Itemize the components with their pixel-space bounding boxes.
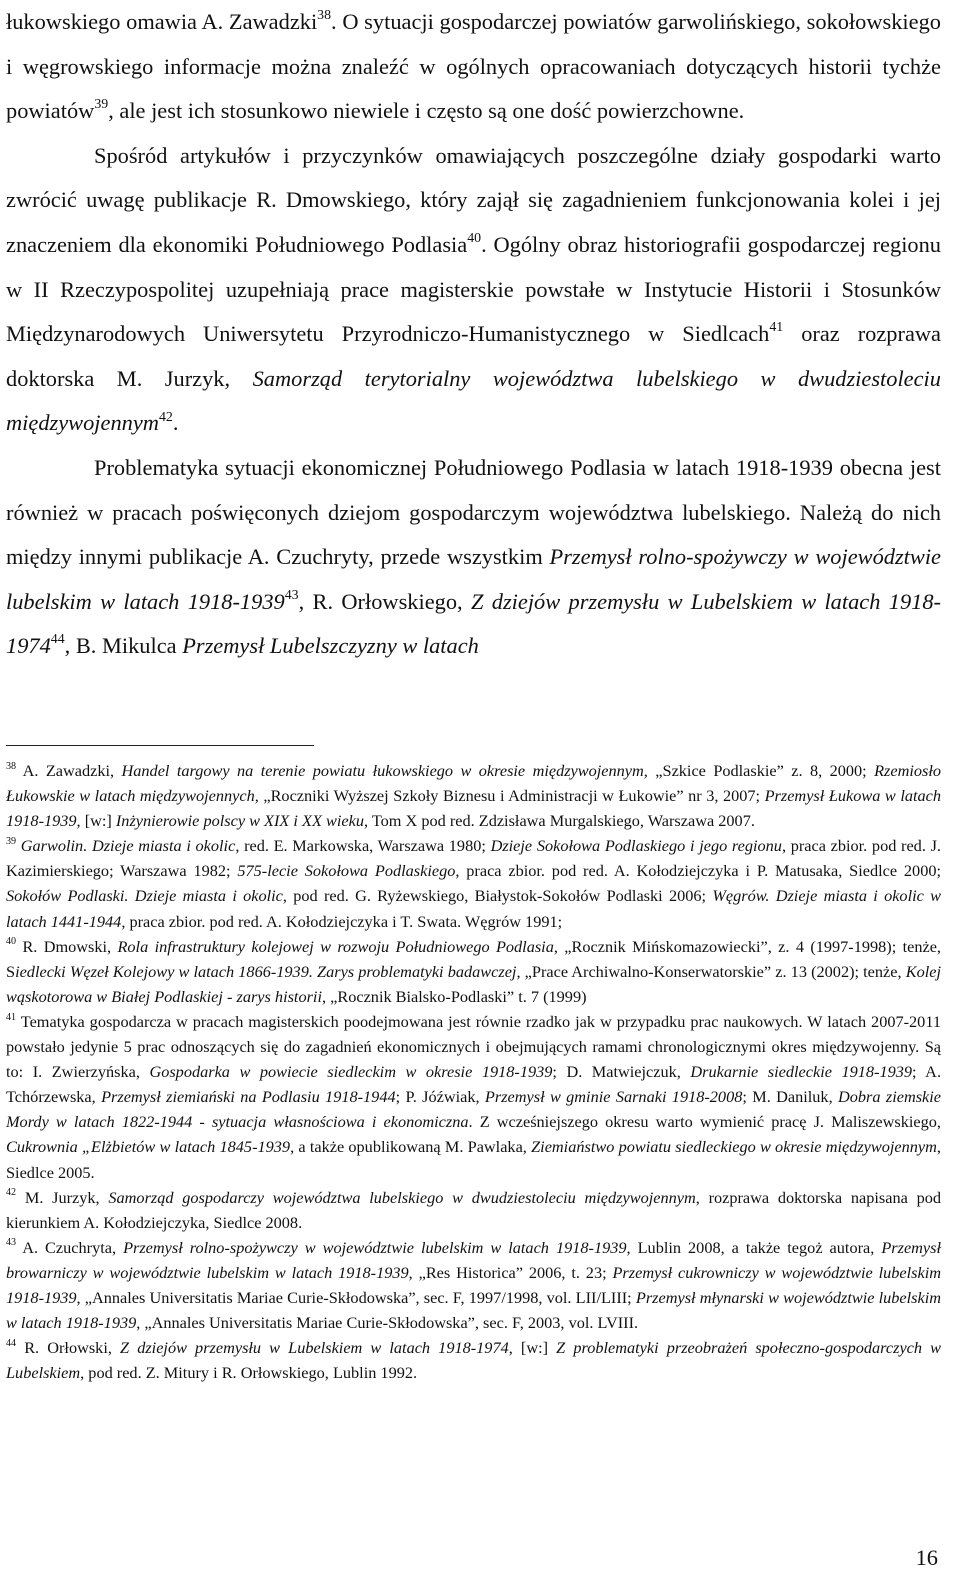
- text-run: , praca zbior. pod red. A. Kołodziejczyka i P. Matusaka, Siedlce 2000;: [455, 861, 941, 881]
- italic-title: Ziemiaństwo powiatu siedleckiego w okresie międzywojennym: [531, 1137, 937, 1157]
- italic-title: Przemysł rolno-spożywczy w województwie lubelskim w latach 1918-1939: [123, 1237, 627, 1257]
- italic-title: Samorząd gospodarczy województwa lubelskiego w dwudziestoleciu międzywojennym: [108, 1187, 696, 1207]
- footnote-42: [6, 1185, 941, 1235]
- footnote-ref-42[interactable]: 42: [158, 409, 173, 425]
- italic-title: Z dziejów przemysłu w Lubelskiem w latach 1918-1974: [6, 588, 941, 659]
- paragraph-2: [6, 134, 941, 446]
- italic-title: Z dziejów przemysłu w Lubelskiem w latach 1918-1974: [120, 1338, 509, 1358]
- text-run: , „Rocznik Bialsko-Podlaski” t. 7 (1999): [321, 986, 587, 1006]
- italic-title: Samorząd terytorialny województwa lubelskiego w dwudziestoleciu międzywojennym: [6, 365, 941, 436]
- footnote-ref-43[interactable]: 43: [284, 587, 299, 603]
- text-run: .: [172, 410, 179, 436]
- italic-title: Gospodarka w powiecie siedleckim w okresie 1918-1939: [149, 1062, 553, 1082]
- italic-title: Przemysł w gminie Sarnaki 1918-2008: [484, 1087, 743, 1107]
- italic-title: Cukrownia „Elżbietów w latach 1845-1939: [6, 1137, 291, 1157]
- text-run: , praca zbior. pod red. J. Kazimierskiego; Warszawa 1982;: [6, 836, 941, 881]
- italic-title: Garwolin. Dzieje miasta i okolic: [16, 836, 236, 856]
- footnote-43: [6, 1235, 941, 1335]
- text-run: , Lublin 2008, a także tegoż autora,: [626, 1237, 882, 1257]
- footnote-number: 39: [6, 835, 17, 847]
- text-run: ; A. Tchórzewska,: [6, 1062, 942, 1107]
- text-run: A. Zawadzki,: [16, 761, 122, 780]
- footnotes: [6, 758, 941, 1385]
- text-run: , Tom X pod red. Zdzisława Murgalskiego, Warszawa 2007.: [363, 811, 755, 831]
- italic-title: Dobra ziemskie Mordy w latach 1822-1944 - sytuacja własnościowa i ekonomiczna: [6, 1087, 942, 1132]
- italic-title: Przemysł ziemiański na Podlasiu 1918-1944: [101, 1087, 396, 1107]
- main-text: [6, 0, 941, 669]
- italic-title: Kolej wąskotorowa w Białej Podlaskiej - zarys historii: [6, 961, 941, 1006]
- footnote-44: [6, 1335, 941, 1385]
- text-run: , „Res Historica” 2006, t. 23;: [408, 1262, 613, 1282]
- italic-title: iedlecki Węzeł Kolejowy w latach 1866-1939. Zarys problematyki badawczej: [15, 961, 517, 981]
- text-run: , [w:]: [76, 811, 116, 831]
- footnote-number: 43: [6, 1237, 17, 1249]
- text-run: oraz rozprawa doktorska M. Jurzyk,: [6, 321, 941, 391]
- footnote-ref-44[interactable]: 44: [50, 632, 65, 648]
- italic-title: Sokołów Podlaski. Dzieje miasta i okolic: [6, 886, 283, 906]
- page-number: 16: [915, 1545, 938, 1570]
- italic-title: Inżynierowie polscy w XIX i XX wieku: [115, 811, 364, 831]
- footnote-ref-38[interactable]: 38: [317, 8, 332, 24]
- text-run: , „Annales Universitatis Mariae Curie-Skłodowska”, sec. F, 1997/1998, vol. LII/LIII;: [76, 1287, 636, 1307]
- text-run: , Siedlce 2005.: [6, 1137, 941, 1182]
- text-run: , praca zbior. pod red. A. Kołodziejczyka i T. Swata. Węgrów 1991;: [121, 911, 563, 931]
- text-run: . O sytuacji gospodarczej powiatów garwolińskiego, sokołowskiego i węgrowskiego informacje można znaleźć w ogólnych opracowaniach dotyczących historii tychże powiatów: [6, 9, 941, 124]
- footnote-number: 42: [6, 1187, 17, 1199]
- text-run: , rozprawa doktorska napisana pod kierunkiem A. Kołodziejczyka, Siedlce 2008.: [6, 1187, 941, 1232]
- italic-title: Dzieje Sokołowa Podlaskiego i jego regionu: [490, 836, 782, 856]
- text-run: , a także opublikowaną M. Pawlaka,: [290, 1137, 532, 1157]
- footnote-40: [6, 934, 941, 1009]
- footnote-number: 40: [6, 936, 17, 948]
- text-run: ; M. Daniluk,: [742, 1087, 838, 1107]
- italic-title: Drukarnie siedleckie 1918-1939: [690, 1062, 913, 1082]
- text-run: . Z wcześniejszego okresu warto wymienić pracę J. Maliszewskiego,: [468, 1112, 941, 1132]
- italic-title: Rzemiosło Łukowskie w latach międzywojennych,: [6, 761, 942, 806]
- text-run: ; D. Matwiejczuk,: [552, 1062, 691, 1082]
- italic-title: Przemysł Lubelszczyzny w latach: [182, 633, 479, 659]
- footnote-separator: [6, 745, 314, 746]
- text-run: ; P. Jóźwiak,: [395, 1087, 485, 1107]
- footnote-ref-41[interactable]: 41: [769, 320, 784, 336]
- italic-title: Przemysł rolno-spożywczy w województwie lubelskim w latach 1918-1939: [6, 544, 941, 614]
- text-run: . Ogólny obraz historiografii gospodarczej regionu w II Rzeczypospolitej uzupełniają prace magisterskie powstałe w Instytucie Historii i Stosunków Międzynarodowych Uniwersytetu Przyrodniczo-Humanistycznego w Siedlcach: [6, 231, 941, 347]
- text-run: R. Orłowski,: [16, 1338, 121, 1358]
- italic-title: Z problematyki przeobrażeń społeczno-gospodarczych w Lubelskiem: [6, 1338, 942, 1383]
- text-run: A. Czuchryta,: [16, 1237, 124, 1257]
- text-run: , R. Orłowskiego,: [298, 588, 471, 614]
- text-run: „Roczniki Wyższej Szkoły Biznesu i Administracji w Łukowie” nr 3, 2007;: [258, 786, 765, 806]
- italic-title: 575-lecie Sokołowa Podlaskiego: [237, 861, 456, 881]
- text-run: , pod red. Z. Mitury i R. Orłowskiego, Lublin 1992.: [80, 1363, 418, 1383]
- footnote-ref-40[interactable]: 40: [467, 231, 482, 247]
- italic-title: Rola infrastruktury kolejowej w rozwoju Południowego Podlasia: [117, 936, 554, 956]
- text-run: M. Jurzyk,: [16, 1187, 109, 1207]
- footnote-39: [6, 833, 941, 933]
- paragraph-1: [6, 0, 941, 134]
- footnote-number: 41: [6, 1011, 17, 1023]
- text-run: R. Dmowski,: [16, 936, 118, 956]
- paragraph-3: [6, 446, 941, 669]
- text-run: , „Rocznik Mińskomazowiecki”, z. 4 (1997-1998); tenże, S: [6, 936, 941, 981]
- footnote-41: [6, 1009, 941, 1185]
- text-run: , ale jest ich stosunkowo niewiele i często są one dość powierzchowne.: [108, 98, 745, 124]
- text-run: „Szkice Podlaskie” z. 8, 2000;: [647, 761, 875, 780]
- text-run: łukowskiego omawia A. Zawadzki: [6, 9, 318, 34]
- text-run: , red. E. Markowska, Warszawa 1980;: [235, 836, 491, 856]
- text-run: , B. Mikulca: [64, 633, 183, 659]
- footnote-ref-39[interactable]: 39: [94, 97, 109, 113]
- text-run: Tematyka gospodarcza w pracach magisterskich poodejmowana jest równie rzadko jak w przypadku prac naukowych. W latach 2007-2011 powstało jedynie 5 prac odnoszących się do zagadnień ekonomicznych i obejmujących ramami chronologicznymi okres międzywojenny. Są to: I. Zwierzyńska,: [6, 1011, 941, 1082]
- text-run: Problematyka sytuacji ekonomicznej Południowego Podlasia w latach 1918-1939 obecna jest również w pracach poświęconych dziejom gospodarczym województwa lubelskiego. Należą do nich między innymi publikacje A. Czuchryty, przede wszystkim: [6, 454, 941, 570]
- footnote-number: 44: [6, 1337, 17, 1349]
- italic-title: Węgrów. Dzieje miasta i okolic w latach 1441-1944: [6, 886, 941, 931]
- footnote-38: [6, 758, 941, 833]
- text-run: , „Annales Universitatis Mariae Curie-Skłodowska”, sec. F, 2003, vol. LVIII.: [136, 1313, 639, 1333]
- italic-title: Handel targowy na terenie powiatu łukowskiego w okresie międzywojennym,: [121, 761, 648, 780]
- footnote-number: 38: [6, 760, 17, 772]
- text-run: , pod red. G. Ryżewskiego, Białystok-Sokołów Podlaski 2006;: [282, 886, 713, 906]
- text-run: , [w:]: [508, 1338, 557, 1358]
- italic-title: Przemysł browarniczy w województwie lubelskim w latach 1918-1939: [6, 1237, 942, 1282]
- italic-title: Przemysł Łukowa w latach 1918-1939: [6, 786, 942, 831]
- italic-title: Przemysł młynarski w województwie lubelskim w latach 1918-1939: [6, 1287, 942, 1333]
- text-run: Spośród artykułów i przyczynków omawiających poszczególne działy gospodarki warto zwrócić uwagę publikacje R. Dmowskiego, który zajął się zagadnieniem funkcjonowania kolei i jej znaczeniem dla ekonomiki Południowego Podlasia: [6, 142, 941, 257]
- italic-title: Przemysł cukrowniczy w województwie lubelskim 1918-1939: [6, 1262, 941, 1307]
- text-run: , „Prace Archiwalno-Konserwatorskie” z. 13 (2002); tenże,: [516, 961, 906, 981]
